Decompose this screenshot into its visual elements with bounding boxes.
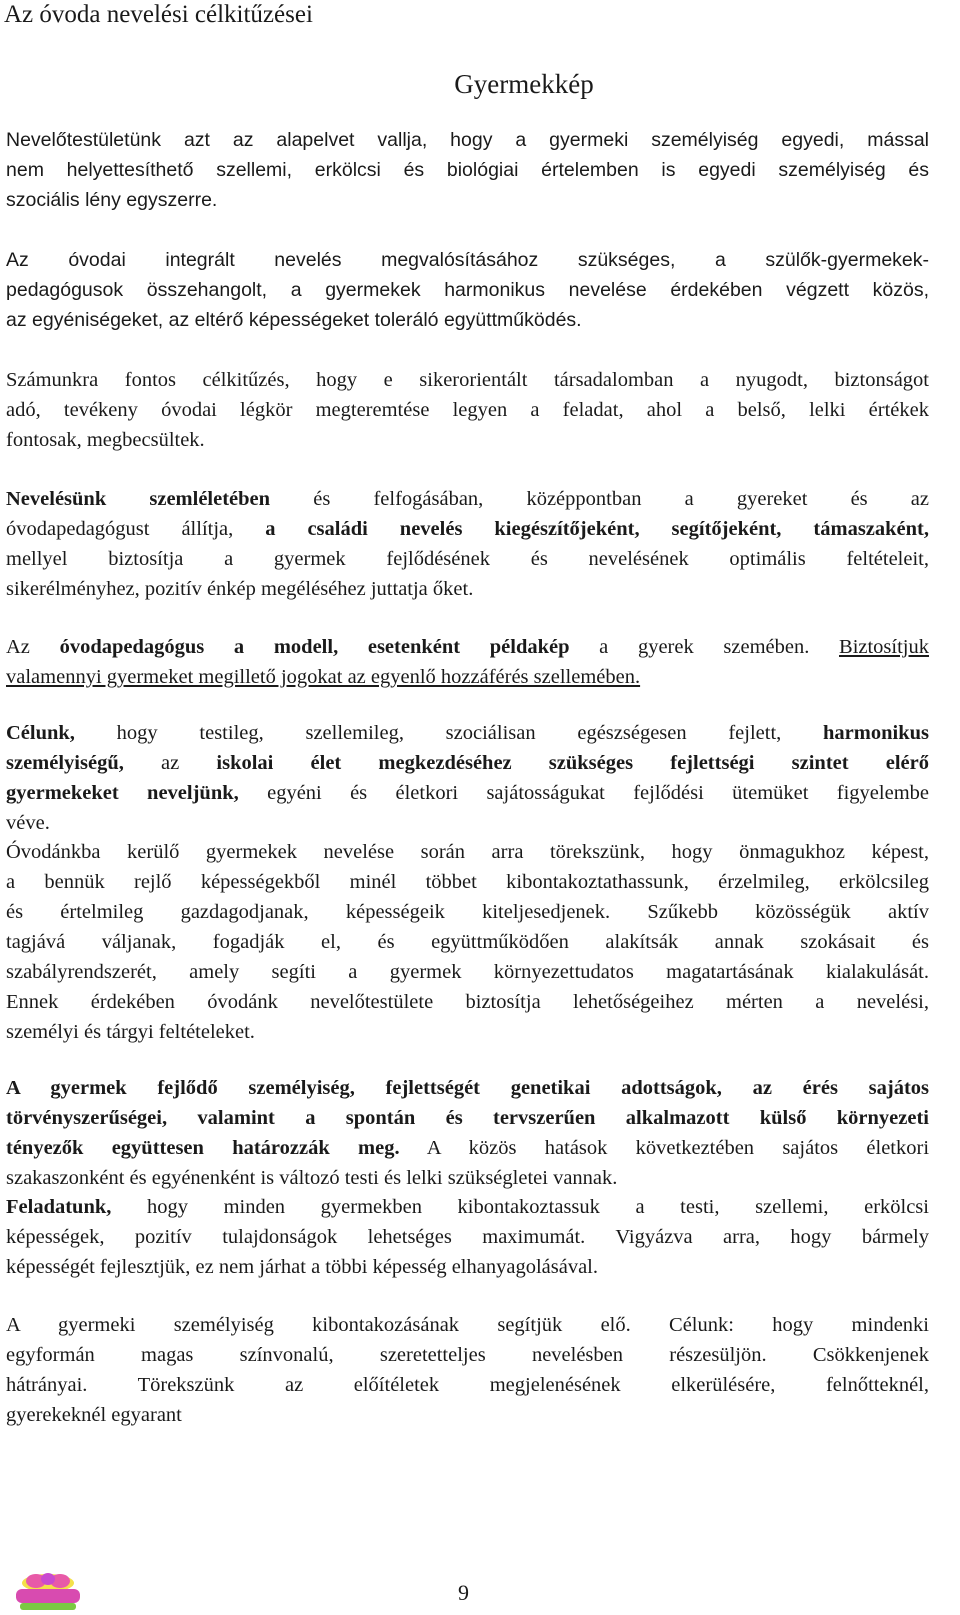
text-line: az egyéniségeket, az eltérő képességeket toleráló együttműködés. [6,309,582,331]
underlined-text: Biztosítjuk [839,636,929,658]
bold-text: törvényszerűségei, valamint a spontán és tervszerűen alkalmazott külső környezeti [6,1107,929,1129]
paragraph-7 [6,837,929,1047]
text-line: fontosak, megbecsültek. [6,429,205,451]
text-line: Számunkra fontos célkitűzés, hogy e sikerorientált társadalomban a nyugodt, biztonságot [6,369,929,391]
text-line: Az óvodai integrált nevelés megvalósításához szükséges, a szülők-gyermekek- [6,249,929,271]
text-line [6,1103,929,1133]
text-line [6,778,929,808]
text-line [6,484,929,514]
text-line: szabályrendszerét, amely segíti a gyermek környezettudatos magatartásának kialakulását. [6,961,929,983]
underlined-text: valamennyi gyermeket megillető jogokat az egyenlő hozzáférés szellemében. [6,666,641,688]
bold-text: óvodapedagógus a modell, esetenként példakép [59,636,570,658]
bold-text: Nevelésünk szemléletében [6,488,271,510]
text-line: személyi és tárgyi feltételeket. [6,1021,255,1043]
inline-text: Az [6,636,60,658]
page-number: 9 [458,1580,469,1605]
paragraph-8 [6,1073,929,1193]
text-line: pedagógusok összehangolt, a gyermekek harmonikus nevelése érdekében végzett közös, [6,279,929,301]
paragraph-5 [6,632,929,692]
text-line [6,514,929,544]
text-line [6,662,929,692]
text-line: Nevelőtestületünk azt az alapelvet vallja, hogy a gyermeki személyiség egyedi, mással [6,129,929,151]
text-line: A gyermeki személyiség kibontakozásának segítjük elő. Célunk: hogy mindenki [6,1314,929,1336]
text-line: sikerélményhez, pozitív énkép megéléséhez juttatja őket. [6,578,474,600]
text-line [6,748,929,778]
text-line: adó, tevékeny óvodai légkör megteremtése legyen a feladat, ahol a belső, lelki értékek [6,399,929,421]
bold-text: Feladatunk, [6,1196,112,1218]
text-line: szociális lény egyszerre. [6,189,218,211]
text-line [6,718,929,748]
bold-text: tényezők együttesen határozzák meg. [6,1137,400,1159]
text-line: Ennek érdekében óvodánk nevelőtestülete biztosítja lehetőségeihez mérten a nevelési, [6,991,929,1013]
text-line: véve. [6,812,50,834]
text-line: mellyel biztosítja a gyermek fejlődésének és nevelésének optimális feltételeit, [6,548,929,570]
bold-text: iskolai élet megkezdéséhez szükséges fejlettségi szintet elérő [216,752,929,774]
document-heading: Az óvoda nevelési célkitűzései [4,1,313,28]
text-line: és értelmileg gazdagodjanak, képességeik kiteljesedjenek. Szűkebb közösségük aktív [6,901,929,923]
bold-text: gyermekeket neveljünk, [6,782,239,804]
text-line [6,1192,929,1222]
kindergarten-logo [6,1573,90,1611]
text-line: egyformán magas színvonalú, szeretetteljes nevelésben részesüljön. Csökkenjenek [6,1344,929,1366]
inline-text: egyéni és életkori sajátosságukat fejlődési ütemüket figyelembe [238,782,929,804]
text-line: a bennük rejlő képességekből minél többet kibontakoztathassunk, érzelmileg, erkölcsileg [6,871,929,893]
text-line [6,1073,929,1103]
paragraph-1 [6,125,929,215]
inline-text: A közös hatások következtében sajátos életkori [399,1137,930,1159]
text-line: képességét fejlesztjük, ez nem járhat a többi képesség elhanyagolásával. [6,1256,598,1278]
text-line: gyerekeknél egyarant [6,1404,182,1426]
bold-text: Célunk, [6,722,75,744]
inline-text: hogy testileg, szellemileg, szociálisan egészségesen fejlett, [74,722,824,744]
paragraph-2 [6,245,929,335]
bold-text: A gyermek fejlődő személyiség, fejlettségét genetikai adottságok, az érés sajátos [6,1077,929,1099]
inline-text: az [123,752,217,774]
text-line: képességek, pozitív tulajdonságok lehetséges maximumát. Vigyázva arra, hogy bármely [6,1226,929,1248]
text-line [6,1133,929,1163]
text-line [6,632,929,662]
bold-text: harmonikus [823,722,929,744]
paragraph-3 [6,365,929,455]
paragraph-6 [6,718,929,838]
text-line: Óvodánkba kerülő gyermekek nevelése során arra törekszünk, hogy önmagukhoz képest, [6,841,929,863]
section-title: Gyermekkép [454,69,594,99]
text-line: tagjává váljanak, fogadják el, és együttműködően alakítsák annak szokásait és [6,931,929,953]
paragraph-9 [6,1192,929,1282]
inline-text: és felfogásában, középpontban a gyereket és az [270,488,930,510]
text-line: szakaszonként és egyénenként is változó testi és lelki szükségletei vannak. [6,1167,618,1189]
inline-text: hogy minden gyermekben kibontakoztassuk a testi, szellemi, erkölcsi [111,1196,929,1218]
paragraph-4 [6,484,929,604]
text-line: nem helyettesíthető szellemi, erkölcsi és biológiai értelemben is egyedi személyiség és [6,159,929,181]
text-line: hátrányai. Törekszünk az előítéletek megjelenésének elkerülésére, felnőtteknél, [6,1374,929,1396]
paragraph-10 [6,1310,929,1430]
inline-text: a gyerek szemében. [569,636,840,658]
bold-text: személyiségű, [6,752,124,774]
inline-text: óvodapedagógust állítja, [6,518,266,540]
bold-text: a családi nevelés kiegészítőjeként, segítőjeként, támaszaként, [265,518,929,540]
